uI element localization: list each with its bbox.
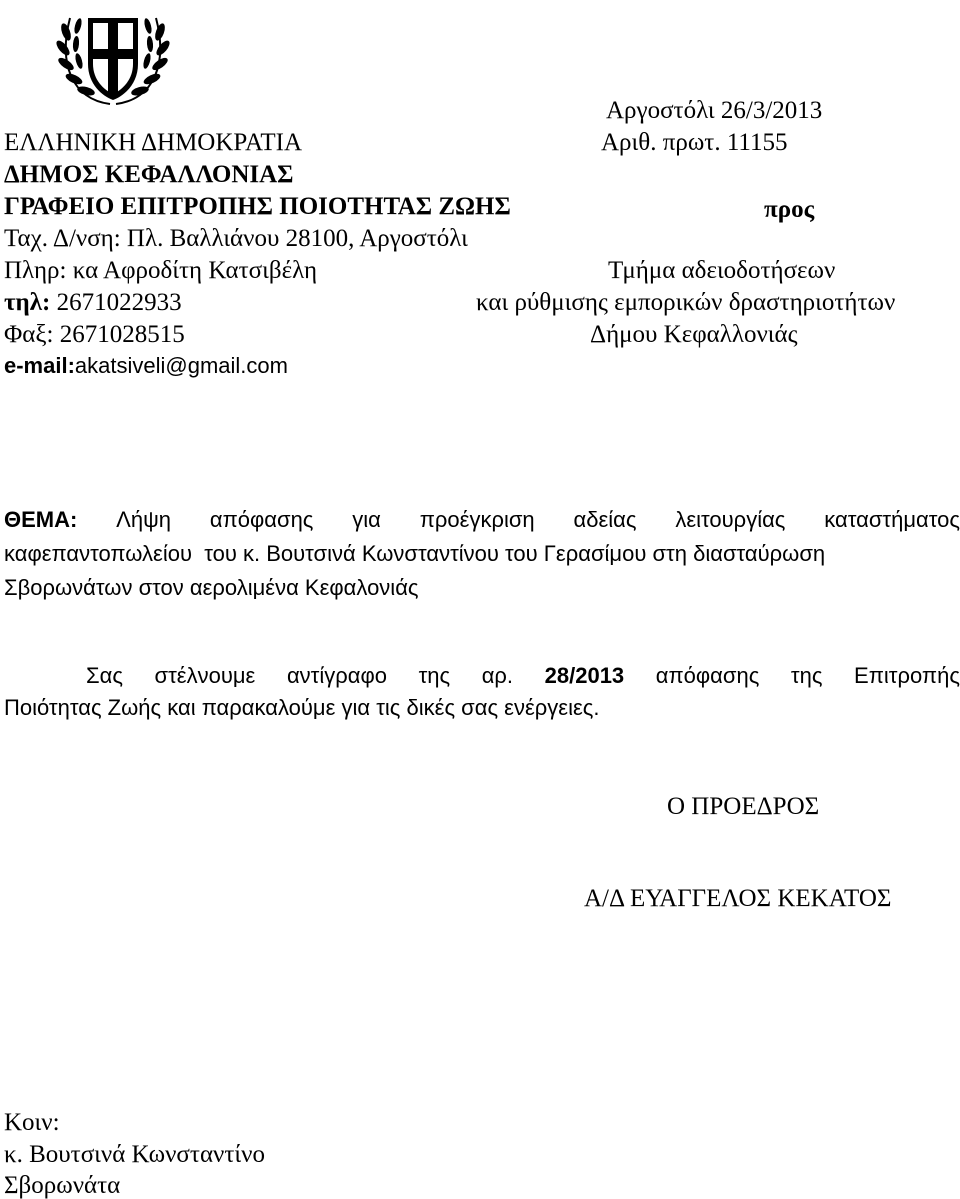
- body-word: στέλνουμε: [154, 663, 256, 688]
- decision-number: 28/2013: [544, 663, 625, 688]
- sender-contact: Πληρ: κα Αφροδίτη Κατσιβέλη: [4, 257, 318, 284]
- signature-title: Ο ΠΡΟΕΔΡΟΣ: [667, 793, 820, 820]
- greek-coat-of-arms-emblem: [52, 4, 174, 110]
- subject-word: Λήψη: [116, 507, 172, 532]
- subject-block: [4, 503, 960, 605]
- subject-line-1: [4, 503, 960, 537]
- body-word: απόφασης: [655, 663, 760, 688]
- email-label: e-mail:: [4, 353, 75, 378]
- subject-label: ΘΕΜΑ:: [4, 507, 78, 532]
- recipient-department-2: και ρύθμισης εμπορικών δραστηριοτήτων: [476, 289, 896, 316]
- email-link[interactable]: akatsiveli@gmail.com: [74, 353, 288, 378]
- cc-location: Σβορωνάτα: [4, 1172, 121, 1199]
- body-word: της: [790, 663, 823, 688]
- subject-line-2: καφεπαντοπωλείου του κ. Βουτσινά Κωνσταντίνου του Γερασίμου στη διασταύρωση: [4, 541, 826, 566]
- cc-label: Κοιν:: [4, 1109, 60, 1136]
- sender-fax: Φαξ: 2671028515: [4, 321, 185, 348]
- subject-word: αδείας: [573, 507, 637, 532]
- phone-value: 2671022933: [50, 289, 182, 316]
- subject-word: καταστήματος: [824, 507, 960, 532]
- date-line: Αργοστόλι 26/3/2013: [606, 97, 823, 124]
- signature-name: Α/Δ ΕΥΑΓΓΕΛΟΣ ΚΕΚΑΤΟΣ: [584, 885, 892, 912]
- sender-country: ΕΛΛΗΝΙΚΗ ΔΗΜΟΚΡΑΤΙΑ: [4, 129, 302, 156]
- protocol-number: Αριθ. πρωτ. 11155: [601, 129, 788, 156]
- recipient-department: Τμήμα αδειοδοτήσεων: [608, 257, 836, 284]
- sender-phone: [4, 290, 182, 315]
- subject-word: για: [352, 507, 381, 532]
- subject-word: απόφασης: [209, 507, 314, 532]
- body-word: Σας: [86, 663, 123, 688]
- subject-word: λειτουργίας: [675, 507, 786, 532]
- body-line-1: [4, 660, 960, 692]
- sender-municipality: ΔΗΜΟΣ ΚΕΦΑΛΛΟΝΙΑΣ: [4, 161, 294, 188]
- recipient-to-label: προς: [764, 196, 815, 223]
- phone-label: τηλ:: [4, 289, 51, 316]
- subject-word: προέγκριση: [419, 507, 535, 532]
- sender-email: [4, 355, 288, 377]
- body-line-2: Ποιότητας Ζωής και παρακαλούμε για τις δικές σας ενέργειες.: [4, 695, 600, 720]
- body-word: αντίγραφο: [286, 663, 387, 688]
- body-word: της: [418, 663, 451, 688]
- subject-line-3: Σβορωνάτων στον αερολιμένα Κεφαλονιάς: [4, 575, 419, 600]
- sender-address: Ταχ. Δ/νση: Πλ. Βαλλιάνου 28100, Αργοστόλι: [4, 225, 468, 252]
- sender-office: ΓΡΑΦΕΙΟ ΕΠΙΤΡΟΠΗΣ ΠΟΙΟΤΗΤΑΣ ΖΩΗΣ: [4, 193, 511, 220]
- body-word: Επιτροπής: [854, 663, 960, 688]
- cc-recipient: κ. Βουτσινά Κωνσταντίνο: [4, 1141, 265, 1168]
- recipient-municipality: Δήμου Κεφαλλονιάς: [590, 321, 798, 348]
- body-word: αρ.: [481, 663, 514, 688]
- body-paragraph: [4, 660, 960, 724]
